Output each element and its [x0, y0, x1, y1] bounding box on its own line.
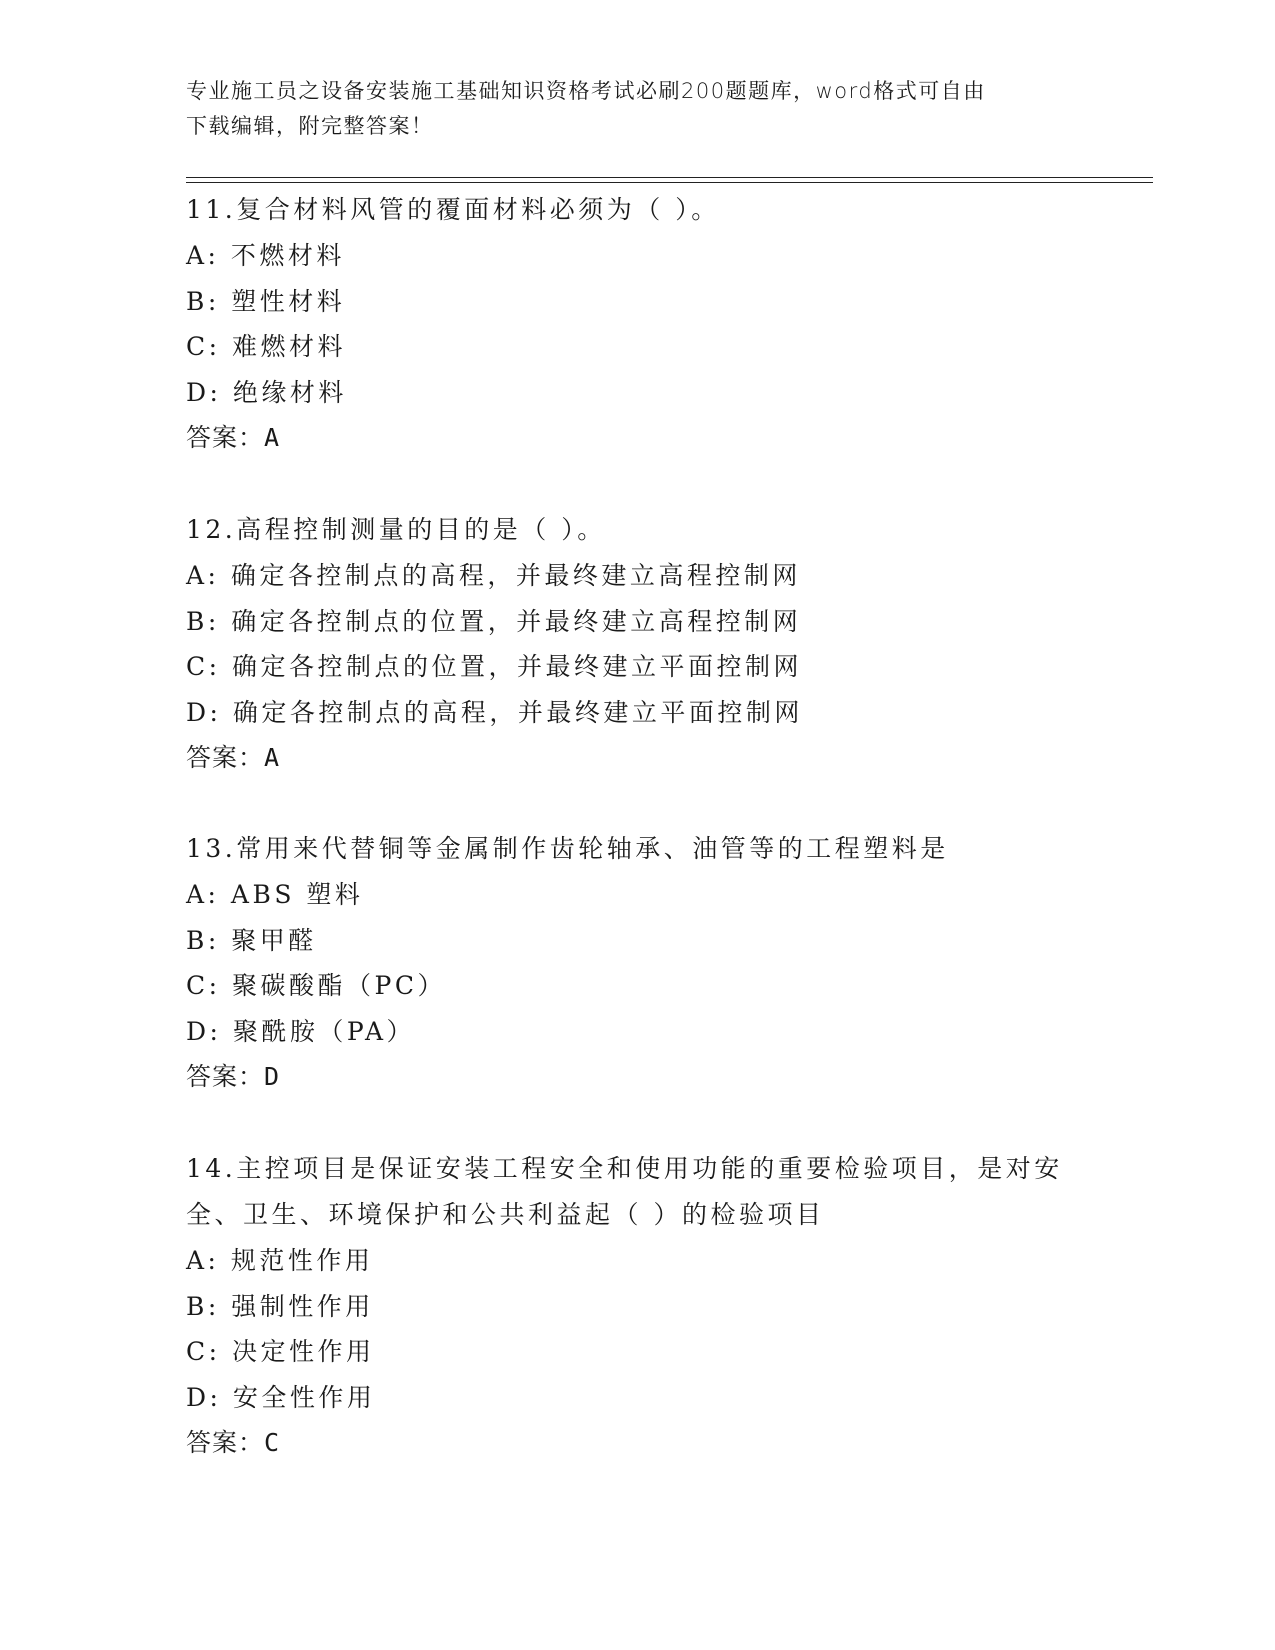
- option-d: D: 安全性作用: [186, 1382, 376, 1412]
- answer-label: 答案：: [186, 1428, 265, 1457]
- answer-label: 答案：: [186, 1062, 265, 1091]
- answer-value: A: [264, 423, 281, 452]
- question-14: [186, 1146, 1086, 1466]
- question-stem: 14.主控项目是保证安装工程安全和使用功能的重要检验项目，是对安: [186, 1154, 1063, 1183]
- option-c: C: 聚碳酸酯（PC）: [186, 971, 446, 1000]
- option-a: A: ABS 塑料: [186, 880, 364, 909]
- option-d: D: 确定各控制点的高程，并最终建立平面控制网: [186, 697, 803, 727]
- document-header: [186, 74, 1086, 144]
- question-12: [186, 507, 1086, 781]
- question-stem: 11.复合材料风管的覆面材料必须为（ ）。: [186, 195, 720, 224]
- question-stem: 13.常用来代替铜等金属制作齿轮轴承、油管等的工程塑料是: [186, 834, 949, 863]
- option-d: D: 聚酰胺（PA）: [186, 1016, 415, 1046]
- option-a: A: 不燃材料: [186, 241, 345, 270]
- question-stem-continued: 全、卫生、环境保护和公共利益起（ ）的检验项目: [186, 1200, 825, 1229]
- option-a: A: 规范性作用: [186, 1246, 374, 1275]
- option-b: B: 聚甲醛: [186, 925, 317, 955]
- header-line-1: 专业施工员之设备安装施工基础知识资格考试必刷200题题库，word格式可自由: [186, 79, 986, 103]
- option-b: B: 确定各控制点的位置，并最终建立高程控制网: [186, 606, 802, 636]
- option-d: D: 绝缘材料: [186, 377, 347, 407]
- option-c: C: 决定性作用: [186, 1337, 375, 1366]
- header-divider-bottom: [186, 182, 1153, 183]
- header-line-2: 下载编辑，附完整答案！: [186, 114, 434, 138]
- option-a: A: 确定各控制点的高程，并最终建立高程控制网: [186, 561, 801, 590]
- answer-line: [186, 1420, 1086, 1466]
- question-11: [186, 187, 1086, 461]
- option-b: B: 塑性材料: [186, 286, 346, 316]
- answer-line: [186, 415, 1086, 461]
- question-13: [186, 826, 1086, 1100]
- option-c: C: 难燃材料: [186, 332, 346, 361]
- answer-label: 答案：: [186, 423, 265, 452]
- question-stem: 12.高程控制测量的目的是（ ）。: [186, 515, 606, 544]
- answer-value: C: [264, 1428, 281, 1457]
- answer-line: [186, 1054, 1086, 1100]
- header-divider-top: [186, 177, 1153, 178]
- answer-line: [186, 735, 1086, 781]
- option-b: B: 强制性作用: [186, 1291, 374, 1321]
- answer-value: A: [264, 743, 281, 772]
- option-c: C: 确定各控制点的位置，并最终建立平面控制网: [186, 652, 802, 681]
- answer-label: 答案：: [186, 743, 265, 772]
- answer-value: D: [264, 1062, 281, 1091]
